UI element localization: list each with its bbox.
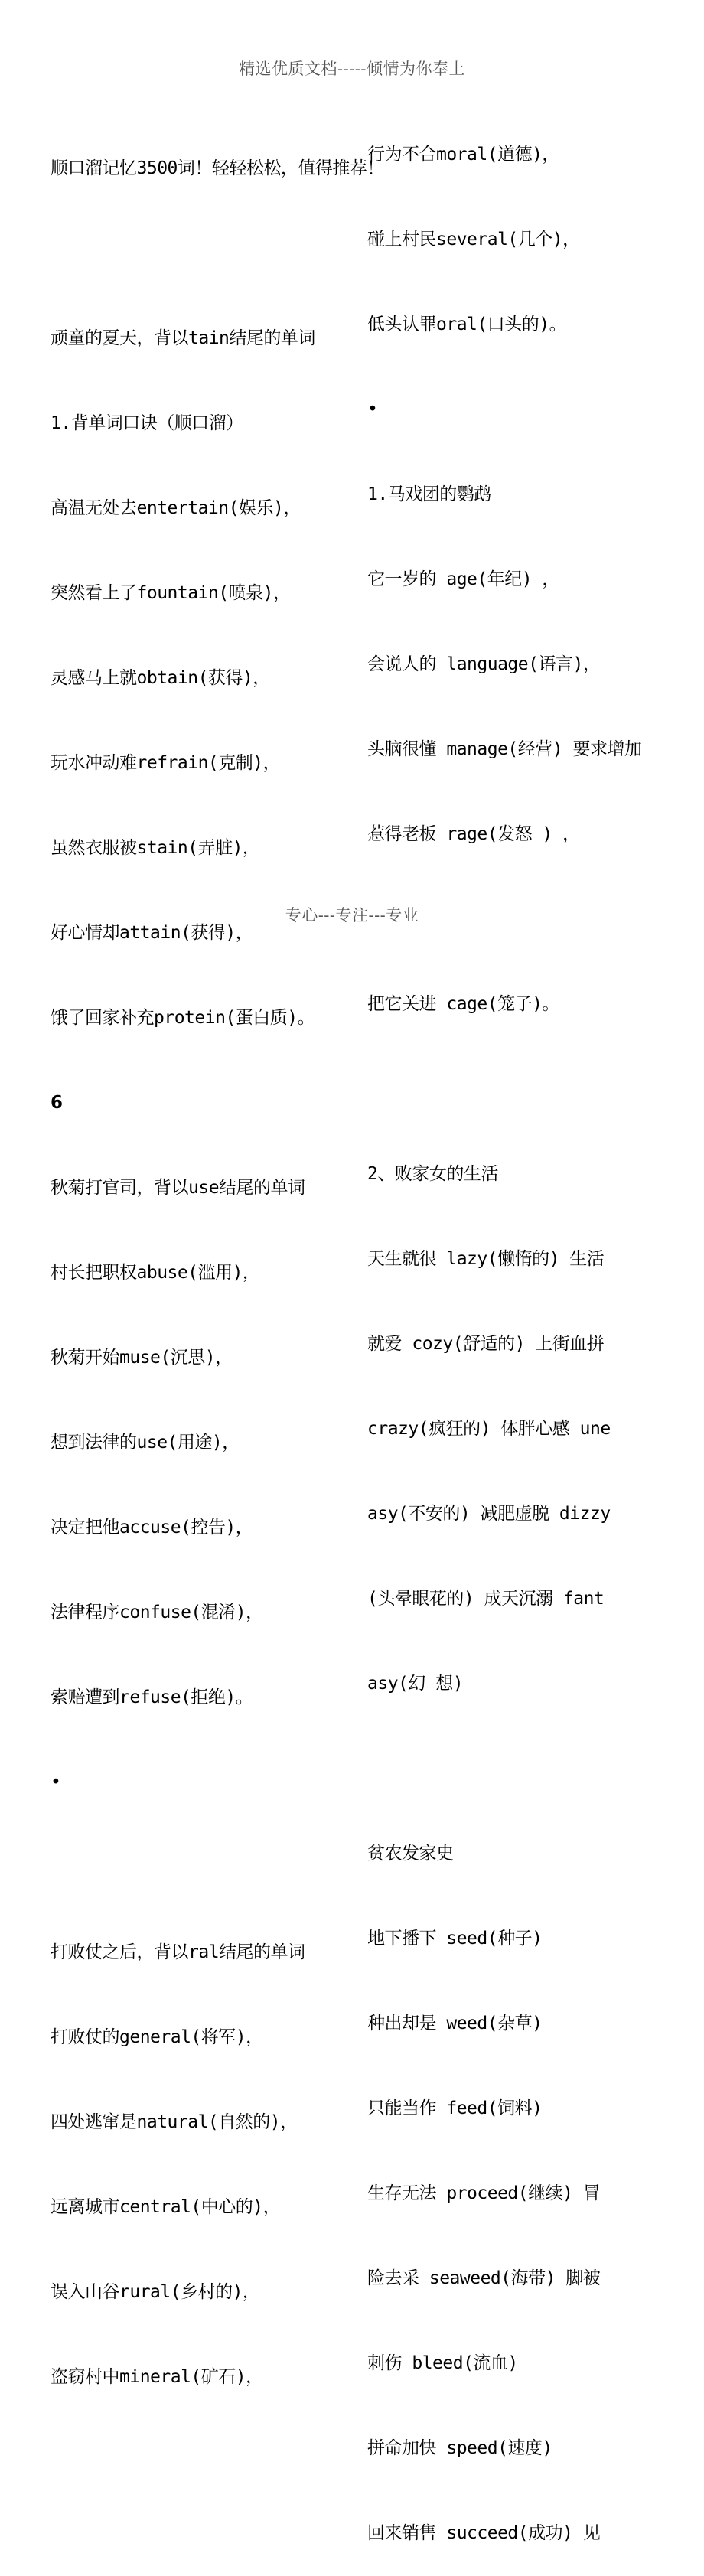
text-line: crazy(疯狂的) 体胖心感 une — [367, 1419, 611, 1439]
text-line: 拼命加快 speed(速度) — [367, 2438, 552, 2458]
text-line: 头脑很懂 manage(经营) 要求增加 — [367, 739, 642, 759]
text-line: asy(不安的) 减肥虚脱 dizzy — [367, 1504, 611, 1524]
text-line: 会说人的 language(语言)， — [367, 654, 601, 674]
text-line: 灵感马上就obtain(获得)， — [51, 668, 270, 688]
text-line — [51, 1854, 384, 1882]
text-line: 低头认罪oral(口头的)。 — [367, 315, 567, 334]
text-line: 玩水冲动难refrain(克制)， — [51, 753, 281, 773]
section-heading: 2、败家女的生活 — [367, 1164, 498, 1184]
text-line: 想到法律的use(用途)， — [51, 1433, 240, 1453]
text-line: 秋菊开始muse(沉思)， — [51, 1348, 233, 1368]
page-header: 精选优质文档-----倾情为你奉上 — [239, 60, 465, 78]
text-line — [51, 240, 384, 268]
text-line — [367, 1755, 641, 1783]
text-line: 它一岁的 age(年纪) ， — [367, 569, 559, 589]
text-line: 惹得老板 rage(发怒 ) ， — [367, 824, 580, 844]
page-number-marker: 6 — [51, 1093, 63, 1113]
section-heading: 贫农发家史 — [367, 1844, 454, 1864]
text-line: 1.背单词口诀（顺口溜） — [51, 413, 243, 433]
text-line: 高温无处去entertain(娱乐)， — [51, 498, 301, 518]
text-line: 误入山谷rural(乡村的)， — [51, 2282, 260, 2302]
text-line: 天生就很 lazy(懒惰的) 生活 — [367, 1249, 605, 1269]
text-line: 索赔遭到refuse(拒绝)。 — [51, 1687, 253, 1707]
left-column — [51, 98, 384, 2420]
text-line: 村长把职权abuse(滥用)， — [51, 1263, 260, 1283]
text-line: 法律程序confuse(混淆)， — [51, 1603, 263, 1622]
text-line: 虽然衣服被stain(弄脏)， — [51, 838, 260, 858]
bullet-marker: • — [367, 399, 378, 419]
text-line: 刺伤 bleed(流血) — [367, 2353, 518, 2373]
text-line: 把它关进 cage(笼子)。 — [367, 994, 559, 1014]
text-line: 突然看上了fountain(喷泉)， — [51, 583, 291, 603]
text-line: 只能当作 feed(饲料) — [367, 2098, 543, 2118]
text-line: 远离城市central(中心的)， — [51, 2197, 281, 2217]
doc-title: 顺口溜记忆3500词！轻轻松松，值得推荐！ — [51, 158, 384, 178]
text-line: 打败仗的general(将军)， — [51, 2027, 263, 2047]
section-heading: 打败仗之后，背以ral结尾的单词 — [51, 1942, 305, 1962]
bullet-marker: • — [51, 1772, 61, 1792]
section-heading: 1.马戏团的鹦鹉 — [367, 484, 491, 504]
text-line: 四处逃窜是natural(自然的)， — [51, 2112, 298, 2132]
text-line: 决定把他accuse(控告)， — [51, 1518, 253, 1537]
text-line: 行为不合moral(道德)， — [367, 145, 559, 165]
text-line — [367, 1075, 641, 1104]
text-line: 生存无法 proceed(继续) 冒 — [367, 2183, 601, 2203]
text-line: 就爱 cozy(舒适的) 上街血拼 — [367, 1334, 605, 1354]
section-heading: 顽童的夏天，背以tain结尾的单词 — [51, 328, 315, 348]
text-line: 种出却是 weed(杂草) — [367, 2014, 543, 2033]
text-line: (头晕眼花的) 成天沉溺 fant — [367, 1589, 605, 1609]
text-line: 回来销售 succeed(成功) 见 — [367, 2523, 601, 2543]
text-line: 盗窃村中mineral(矿石)， — [51, 2367, 263, 2387]
text-line: asy(幻 想) — [367, 1674, 464, 1694]
right-column — [367, 84, 641, 2576]
text-line: 碰上村民several(几个)， — [367, 230, 580, 249]
text-line: 好心情却attain(获得)， — [51, 923, 253, 943]
page-footer: 专心---专注---专业 — [285, 906, 419, 924]
text-line: 饿了回家补充protein(蛋白质)。 — [51, 1008, 315, 1028]
text-line: 险去采 seaweed(海带) 脚被 — [367, 2268, 601, 2288]
section-heading: 秋菊打官司，背以use结尾的单词 — [51, 1178, 305, 1198]
text-line: 地下播下 seed(种子) — [367, 1929, 543, 1948]
